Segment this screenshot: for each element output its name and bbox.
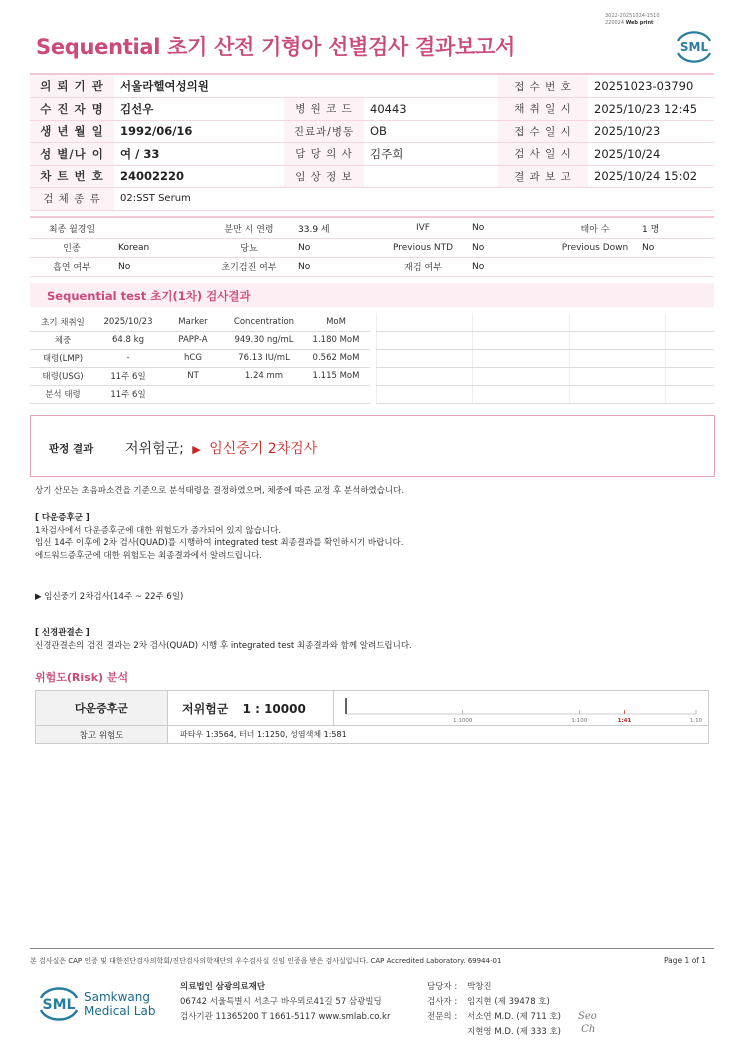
risk-scale-cell [334, 691, 709, 726]
ref-org-label: 의 뢰 기 관 [30, 75, 114, 98]
receipt-no-label: 접 수 번 호 [498, 75, 588, 98]
results-section-title: Sequential test 초기(1차) 검사결과 [47, 289, 251, 303]
doctor-label: 담 당 의 사 [284, 143, 364, 166]
info-divider [30, 216, 714, 218]
risk-table [35, 690, 709, 744]
diabetes-label: 당뇨 [204, 238, 294, 257]
manager-label: 담당자 : [427, 982, 458, 992]
results-empty-grid [376, 313, 714, 404]
name-value: 김선우 [114, 98, 284, 121]
report-date-value: 2025/10/24 15:02 [588, 165, 714, 188]
ntd-title: [ 신경관결손 ] [35, 628, 90, 638]
marker-header: Marker [160, 313, 226, 331]
race-value: Korean [114, 238, 204, 257]
report-title: Sequential 초기 산전 기형아 선별검사 결과보고서 [36, 35, 515, 59]
marker-concentration: 1.24 mm [226, 367, 302, 385]
prev-ntd-value: No [468, 238, 552, 257]
code-line: 220024 [605, 20, 625, 26]
brand-line: Medical Lab [84, 1004, 156, 1018]
retest-value: No [468, 257, 552, 276]
brand-line: Samkwang [84, 990, 150, 1004]
collect-date-label: 채 취 일 시 [498, 98, 588, 121]
footer-divider [30, 948, 714, 949]
race-label: 인종 [30, 238, 114, 257]
down-syndrome-line: 1차검사에서 다운증후군에 대한 위험도가 증가되어 있지 않습니다. [35, 525, 282, 536]
risk-scale-label: 1:1000 [452, 717, 473, 724]
web-print-label: Web print [625, 20, 654, 26]
document-code [605, 13, 660, 27]
lmp-label: 최종 월경일 [30, 219, 114, 238]
fetus-value: 1 명 [638, 219, 714, 238]
smoke-value: No [114, 257, 204, 276]
prev-ntd-label: Previous NTD [378, 238, 468, 257]
marker-concentration: 76.13 IU/mL [226, 349, 302, 367]
marker-concentration: 949.30 ng/mL [226, 331, 302, 349]
down-risk-ratio: 1 : 10000 [242, 701, 306, 716]
org-contact: 검사기관 11365200 T 1661-5117 www.smlab.co.kr [180, 1012, 391, 1022]
ntd-section [35, 627, 412, 652]
arrow-right-icon: ▶ [192, 443, 201, 456]
marker-name: NT [160, 367, 226, 385]
ntd-line: 신경관결손의 검진 결과는 2차 검사(QUAD) 시행 후 integrated test 최종결과와 함께 알려드립니다. [35, 640, 412, 651]
marker-mom: 1.115 MoM [302, 367, 370, 385]
receipt-no-value: 20251023-03790 [588, 75, 714, 98]
prev-down-value: No [638, 238, 714, 257]
test-date-label: 검 사 일 시 [498, 143, 588, 166]
verdict-result: 저위험군; [125, 441, 184, 457]
down-syndrome-line: 임신 14주 이후에 2차 검사(QUAD)를 시행하여 integrated test 최종결과를 확인하시기 바랍니다. [35, 538, 404, 548]
patient-info-table [30, 75, 714, 211]
sml-logo-icon [674, 27, 714, 65]
receipt-date-label: 접 수 일 시 [498, 120, 588, 143]
logo-text: SML [42, 997, 76, 1013]
first-test-label: 초기검진 여부 [204, 257, 294, 276]
delivery-age-value: 33.9 세 [294, 219, 378, 238]
reference-risk-label: 참고 위험도 [36, 726, 168, 744]
next-test-note: ▶ 임신중기 2차검사(14주 ~ 22주 6일) [35, 592, 184, 602]
weight-label: 체중 [30, 331, 96, 349]
delivery-age-label: 분만 시 연령 [204, 219, 294, 238]
dept-value: OB [364, 120, 498, 143]
birth-label: 생 년 월 일 [30, 120, 114, 143]
manager-name: 박창진 [467, 982, 492, 992]
lmp-value [114, 219, 204, 238]
organization-info [180, 980, 390, 1025]
birth-value: 1992/06/16 [114, 120, 284, 143]
report-date-label: 결 과 보 고 [498, 165, 588, 188]
down-risk-label: 다운증후군 [36, 691, 168, 726]
clinical-label: 임 상 정 보 [284, 165, 364, 188]
collect-date-value: 2025/10/23 12:45 [588, 98, 714, 121]
ivf-label: IVF [378, 219, 468, 238]
analysis-ga-label: 분석 태령 [30, 385, 96, 403]
ref-org-value: 서울라헬여성의원 [114, 75, 498, 98]
name-label: 수 진 자 명 [30, 98, 114, 121]
org-name: 의료법인 삼광의료재단 [180, 982, 266, 992]
analysis-note: 상기 산모는 초음파소견을 기준으로 분석태령을 결정하였으며, 체중에 따른 교정 후 분석하였습니다. [35, 486, 405, 496]
chart-value: 24002220 [114, 165, 284, 188]
chart-label: 차 트 번 호 [30, 165, 114, 188]
specialist-name: 서소연 M.D. (제 711 호) [467, 1012, 562, 1022]
clinical-value [364, 165, 498, 188]
org-address: 06742 서울특별시 서초구 바우뫼로41길 57 삼광빌딩 [180, 997, 382, 1007]
sex-age-value: 여 / 33 [114, 143, 284, 166]
down-syndrome-section [35, 512, 403, 562]
doctor-value: 김주희 [364, 143, 498, 166]
reference-risk-value: 파타우 1:3564, 터너 1:1250, 성염색체 1:581 [168, 726, 709, 744]
risk-scale [334, 692, 706, 725]
first-test-value: No [294, 257, 378, 276]
verdict-text [125, 438, 317, 458]
concentration-header: Concentration [226, 313, 302, 331]
risk-section-title: 위험도(Risk) 분석 [35, 671, 129, 684]
mom-header: MoM [302, 313, 370, 331]
staff-info [427, 980, 561, 1040]
dept-label: 진료과/병동 [284, 120, 364, 143]
results-section-header [30, 283, 714, 307]
analysis-ga-value: 11주 6일 [96, 385, 160, 403]
hospital-code-value: 40443 [364, 98, 498, 121]
tester-label: 검사자 : [427, 997, 458, 1007]
lmp-ga-label: 태령(LMP) [30, 349, 96, 367]
specimen-label: 검 체 종 류 [30, 188, 114, 211]
prev-down-label: Previous Down [552, 238, 638, 257]
usg-ga-value: 11주 6일 [96, 367, 160, 385]
code-line: 3022-20251024-1510 [605, 13, 660, 19]
verdict-box [30, 415, 715, 477]
receipt-date-value: 2025/10/23 [588, 120, 714, 143]
risk-scale-label: 1:100 [571, 717, 588, 724]
brand-name [84, 990, 155, 1018]
sex-age-label: 성 별/나 이 [30, 143, 114, 166]
lmp-ga-value: - [96, 349, 160, 367]
test-date-value: 2025/10/24 [588, 143, 714, 166]
marker-name: PAPP-A [160, 331, 226, 349]
marker-mom: 0.562 MoM [302, 349, 370, 367]
diabetes-value: No [294, 238, 378, 257]
fetus-label: 태아 수 [552, 219, 638, 238]
logo-text: SML [679, 40, 709, 54]
risk-scale-label: 1:10 [689, 717, 703, 724]
collect-value: 2025/10/23 [96, 313, 160, 331]
marker-mom: 1.180 MoM [302, 331, 370, 349]
verdict-label: 판정 결과 [49, 443, 94, 455]
accreditation-note: 본 검사실은 CAP 인증 및 대한진단검사의학회/진단검사의학재단의 우수검사실 신임 인증을 받은 검사실입니다. CAP Accredited Laboratory. 69944-01 [30, 957, 502, 965]
specimen-value: 02:SST Serum [114, 188, 714, 211]
tester-name: 임지현 (제 39478 호) [467, 997, 550, 1007]
extra-info-table [30, 219, 714, 277]
ivf-value: No [468, 219, 552, 238]
marker-name: hCG [160, 349, 226, 367]
page-number: Page 1 of 1 [664, 956, 707, 965]
specialist-name: 지현영 M.D. (제 333 호) [467, 1027, 562, 1037]
down-risk-group: 저위험군 [182, 701, 229, 716]
down-syndrome-line: 에드워드증후군에 대한 위험도는 최종결과에서 알려드립니다. [35, 550, 262, 561]
specialist-label: 전문의 : [427, 1012, 458, 1022]
signature-image: Seo Ch [578, 1011, 597, 1035]
results-table [30, 313, 370, 404]
collect-label: 초기 채취일 [30, 313, 96, 331]
risk-scale-label: 1:41 [617, 717, 632, 724]
usg-ga-label: 태령(USG) [30, 367, 96, 385]
verdict-next-step: 임신중기 2차검사 [209, 441, 318, 457]
weight-value: 64.8 kg [96, 331, 160, 349]
sml-logo-icon [36, 982, 82, 1024]
smoke-label: 흡연 여부 [30, 257, 114, 276]
retest-label: 재검 여부 [378, 257, 468, 276]
down-syndrome-title: [ 다운증후군 ] [35, 513, 90, 523]
hospital-code-label: 병 원 코 드 [284, 98, 364, 121]
down-risk-value [168, 691, 334, 726]
